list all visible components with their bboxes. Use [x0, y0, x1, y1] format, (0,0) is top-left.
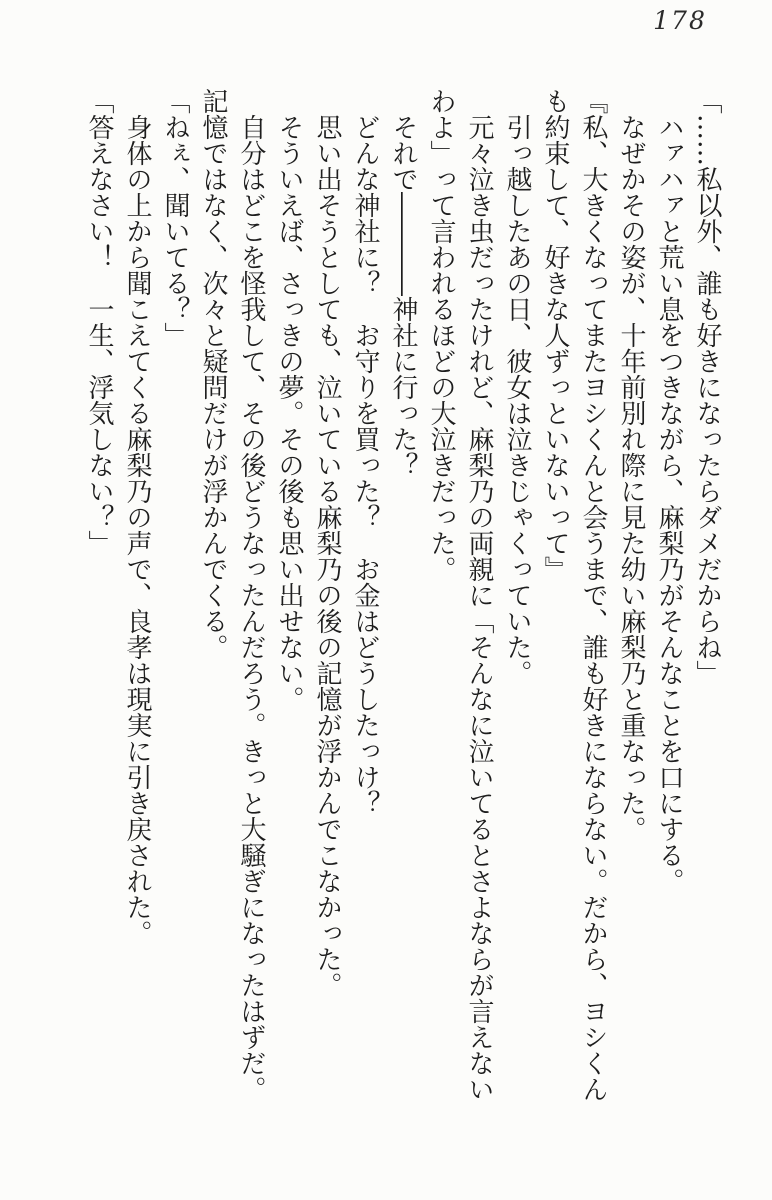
body-text [78, 88, 726, 1104]
paragraph: 元々泣き虫だったけれど、麻梨乃の両親に「そんなに泣いてるとさよならが言えないわよ」って言われるほどの大泣きだった。 [426, 88, 494, 1102]
page-number: 178 [653, 6, 707, 35]
paragraph: 身体の上から聞こえてくる麻梨乃の声で、良孝は現実に引き戻された。 [122, 114, 152, 946]
paragraph: そういえば、さっきの夢。その後も思い出せない。 [274, 114, 304, 712]
paragraph: 自分はどこを怪我して、その後どうなったんだろう。きっと大騒ぎになったはずだ。 [236, 114, 266, 1102]
paragraph: ハァハァと荒い息をつきながら、麻梨乃がそんなことを口にする。 [654, 114, 684, 894]
paragraph: 「ねぇ、聞いてる？」 [160, 88, 190, 348]
paragraph: 記憶ではなく、次々と疑問だけが浮かんでくる。 [198, 88, 228, 660]
paragraph: 「答えなさい！ 一生、浮気しない？」 [84, 88, 114, 556]
paragraph: 引っ越したあの日、彼女は泣きじゃくっていた。 [502, 114, 532, 686]
paragraph: どんな神社に？ お守りを買った？ お金はどうしたっけ？ [350, 114, 380, 816]
paragraph: 「……私以外、誰も好きになったらダメだからね」 [692, 88, 722, 686]
paragraph: なぜかその姿が、十年前別れ際に見た幼い麻梨乃と重なった。 [616, 114, 646, 842]
paragraph: それで――――神社に行った？ [388, 114, 418, 478]
paragraph: 思い出そうとしても、泣いている麻梨乃の後の記憶が浮かんでこなかった。 [312, 114, 342, 998]
paragraph: 『私、大きくなってまたヨシくんと会うまで、誰も好きにならない。だから、ヨシくんも約束して、好きな人ずっといないって』 [540, 88, 608, 1102]
